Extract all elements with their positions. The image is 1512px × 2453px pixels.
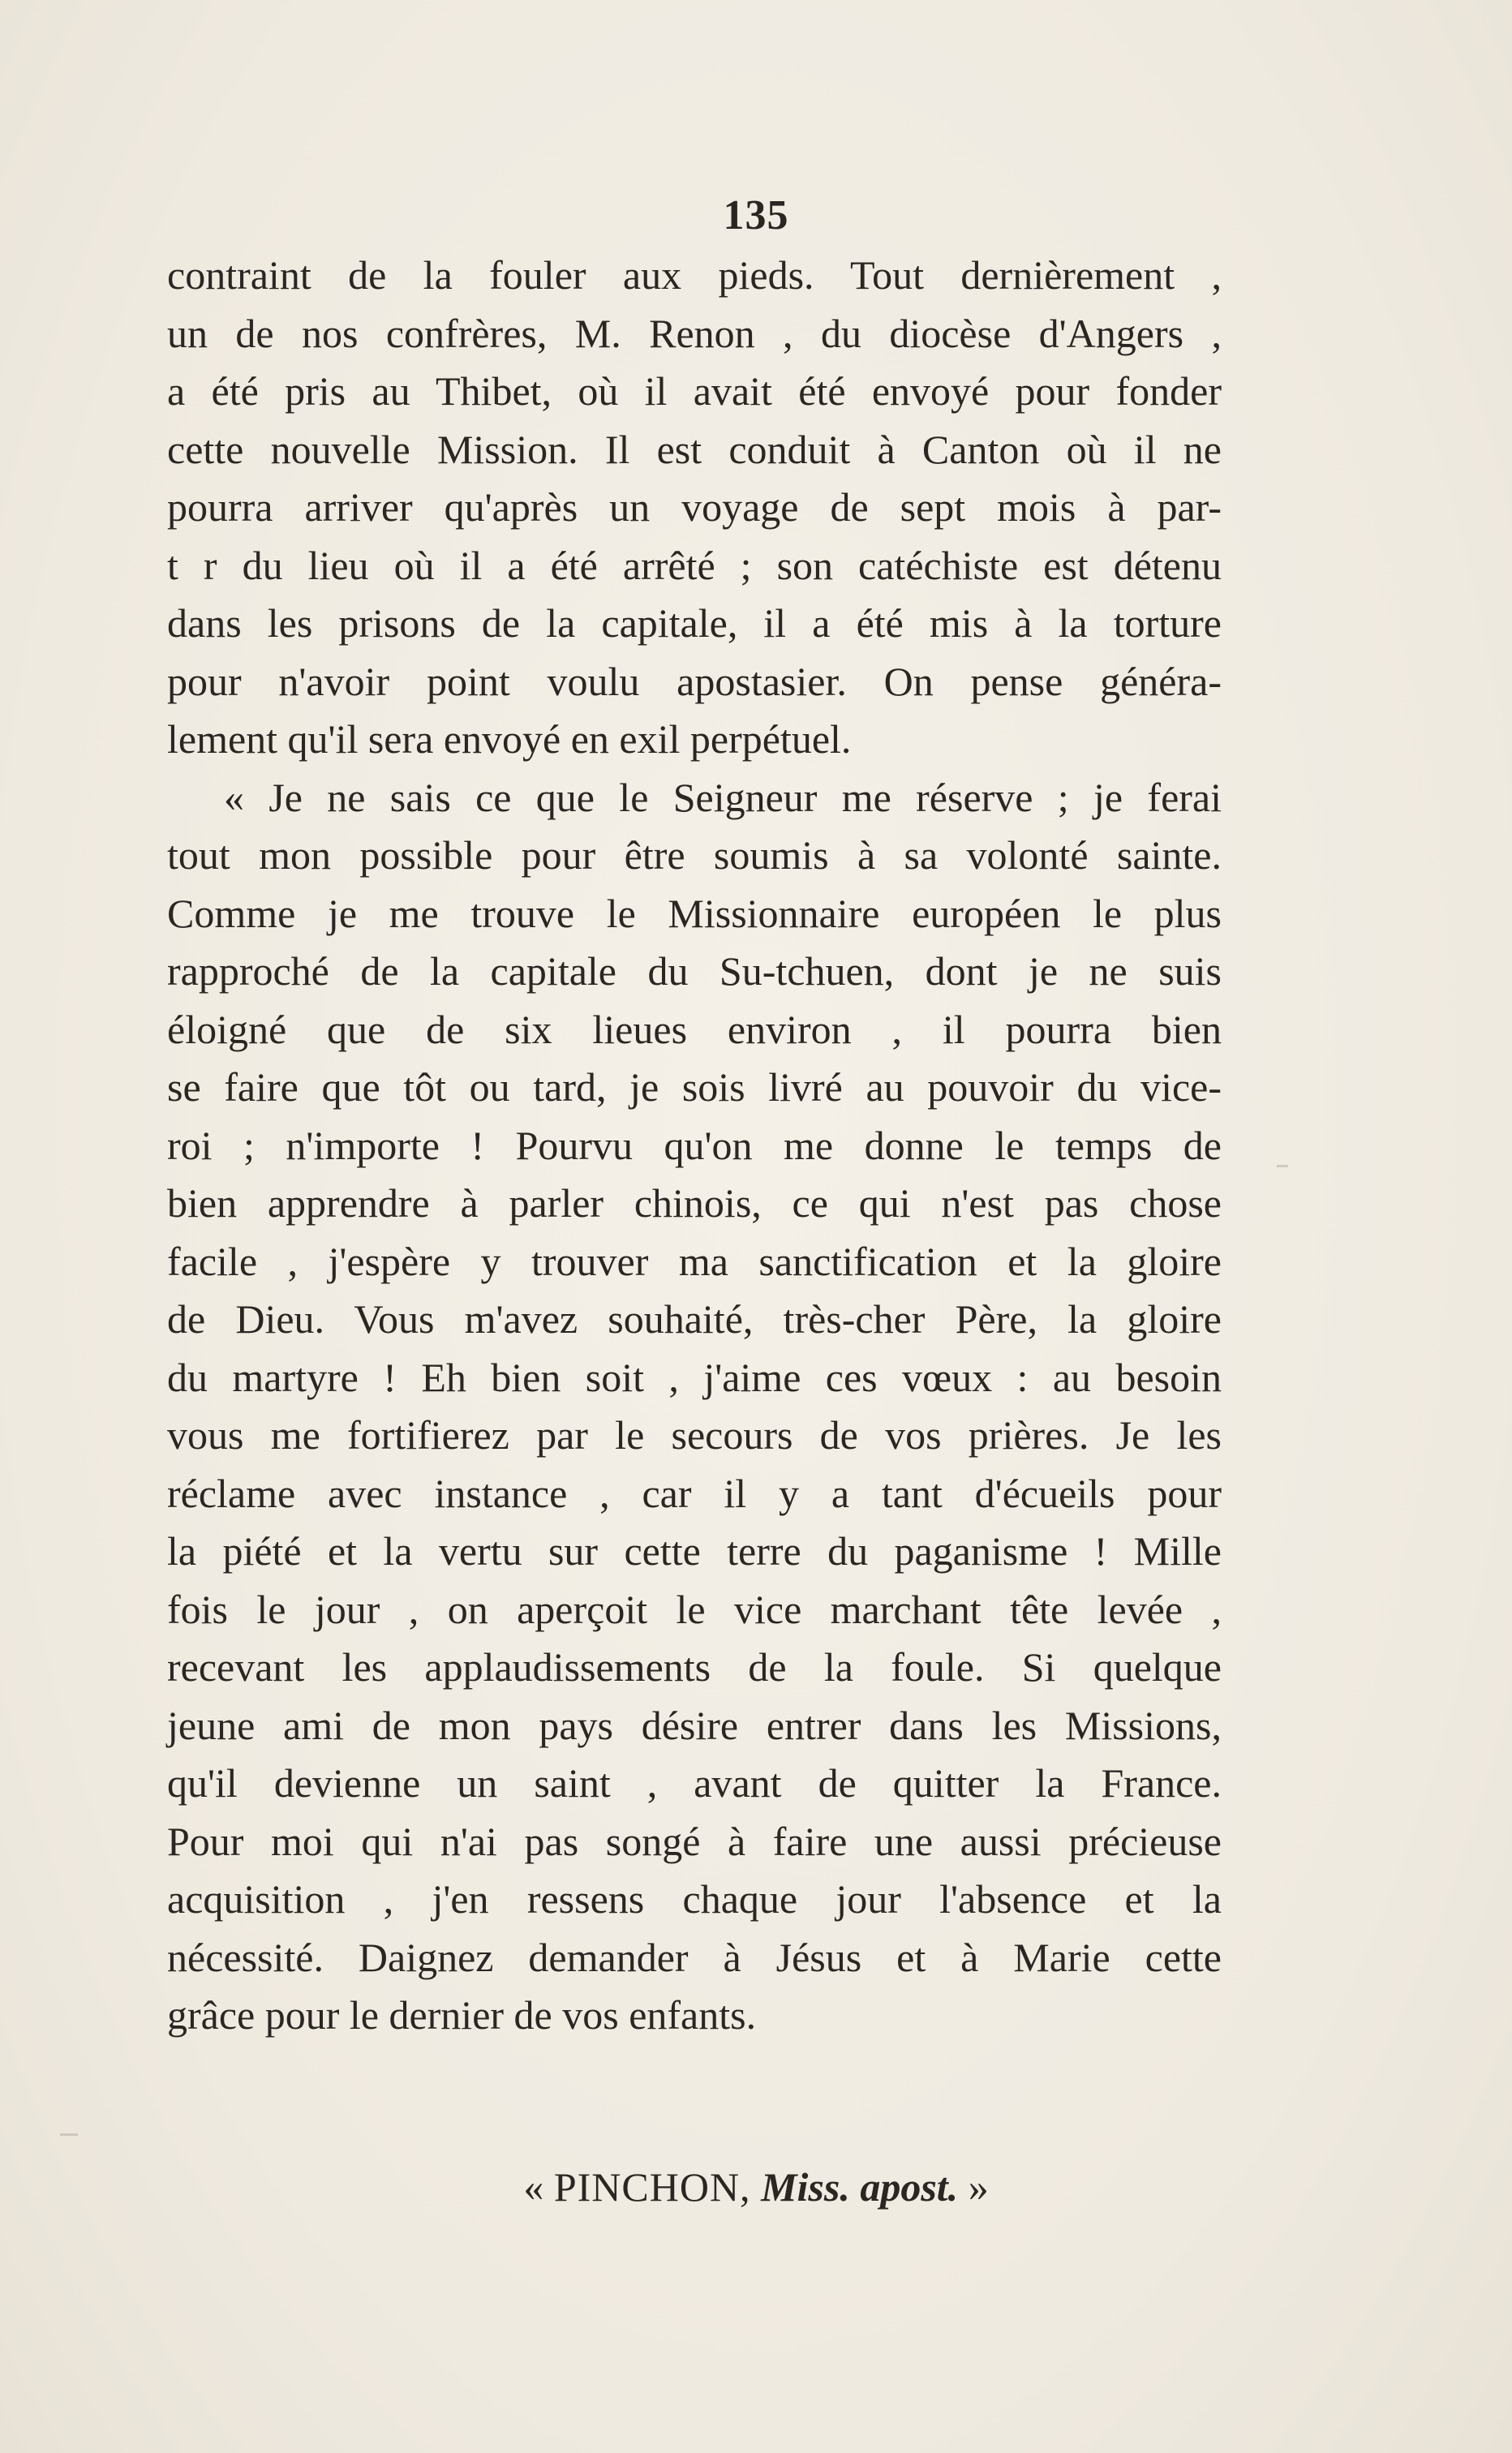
text-line: un de nos confrères, M. Renon , du diocèse d'Angers , — [167, 310, 1222, 356]
signature-open-quote: « — [523, 2164, 544, 2210]
text-line: la piété et la vertu sur cette terre du paganisme ! Mille — [167, 1528, 1222, 1574]
text-line: t r du lieu où il a été arrêté ; son catéchiste est détenu — [167, 542, 1222, 588]
paper-speck — [1277, 1165, 1288, 1167]
text-line: éloigné que de six lieues environ , il pourra bien — [167, 1006, 1222, 1052]
text-line: facile , j'espère y trouver ma sanctification et la gloire — [167, 1238, 1222, 1284]
text-line: vous me fortifierez par le secours de vos prières. Je les — [167, 1412, 1222, 1458]
text-line: recevant les applaudissements de la foule. Si quelque — [167, 1644, 1222, 1690]
text-line: dans les prisons de la capitale, il a été mis à la torture — [167, 600, 1222, 646]
text-line: qu'il devienne un saint , avant de quitter la France. — [167, 1760, 1222, 1806]
text-line: se faire que tôt ou tard, je sois livré au pouvoir du vice- — [167, 1064, 1222, 1110]
text-line: « Je ne sais ce que le Seigneur me réserve ; je ferai — [224, 774, 1222, 820]
text-line: pour n'avoir point voulu apostasier. On pense généra- — [167, 658, 1222, 704]
body-text — [167, 247, 1222, 2045]
text-line: Comme je me trouve le Missionnaire européen le plus — [167, 890, 1222, 936]
text-line: réclame avec instance , car il y a tant d'écueils pour — [167, 1470, 1222, 1516]
text-line: de Dieu. Vous m'avez souhaité, très-cher Père, la gloire — [167, 1296, 1222, 1342]
text-line: fois le jour , on aperçoit le vice marchant tête levée , — [167, 1586, 1222, 1632]
text-line: du martyre ! Eh bien soit , j'aime ces vœux : au besoin — [167, 1354, 1222, 1400]
text-line: a été pris au Thibet, où il avait été envoyé pour fonder — [167, 368, 1222, 414]
text-line: bien apprendre à parler chinois, ce qui n'est pas chose — [167, 1180, 1222, 1226]
text-line: pourra arriver qu'après un voyage de sept mois à par- — [167, 484, 1222, 530]
text-line: nécessité. Daignez demander à Jésus et à Marie cette — [167, 1934, 1222, 1980]
text-line: jeune ami de mon pays désire entrer dans les Missions, — [167, 1702, 1222, 1748]
text-line: Pour moi qui n'ai pas songé à faire une aussi précieuse — [167, 1818, 1222, 1864]
text-line: tout mon possible pour être soumis à sa volonté sainte. — [167, 832, 1222, 878]
signature-name: PINCHON, — [553, 2164, 751, 2210]
text-line: roi ; n'importe ! Pourvu qu'on me donne le temps de — [167, 1122, 1222, 1168]
signature-title: Miss. apost. — [761, 2164, 959, 2210]
text-line: cette nouvelle Mission. Il est conduit à Canton où il ne — [167, 426, 1222, 472]
signature-close-quote: » — [968, 2164, 989, 2210]
signature — [0, 2161, 1512, 2213]
text-line: lement qu'il sera envoyé en exil perpétuel. — [167, 716, 852, 762]
text-line: acquisition , j'en ressens chaque jour l'absence et la — [167, 1876, 1222, 1922]
text-line: contraint de la fouler aux pieds. Tout dernièrement , — [167, 252, 1222, 298]
page-number: 135 — [723, 192, 789, 238]
text-line: grâce pour le dernier de vos enfants. — [167, 1992, 757, 2038]
paper-speck — [60, 2133, 78, 2136]
text-line: rapproché de la capitale du Su-tchuen, dont je ne suis — [167, 948, 1222, 994]
